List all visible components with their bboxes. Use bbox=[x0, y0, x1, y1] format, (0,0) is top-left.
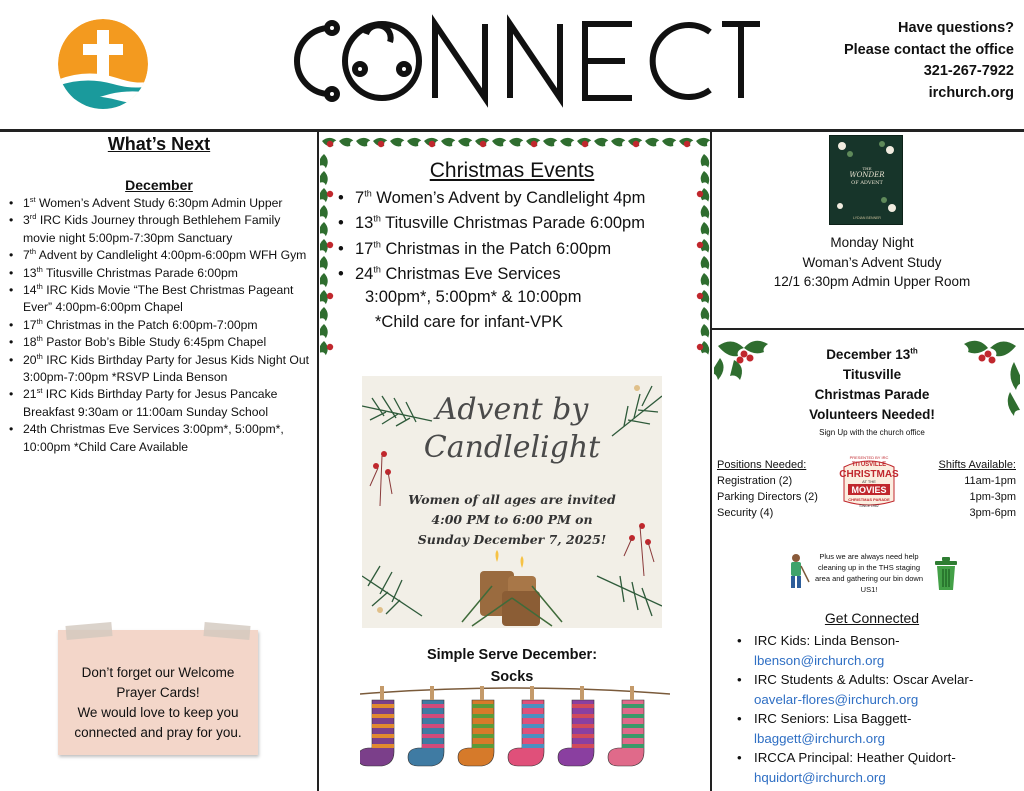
svg-text:SINCE 1962: SINCE 1962 bbox=[859, 504, 879, 508]
list-item: 1pm-3pm bbox=[969, 491, 1016, 503]
socks-clothesline-illustration bbox=[360, 680, 670, 785]
signup-note: Sign Up with the church office bbox=[819, 428, 925, 437]
list-item: • 18th Pastor Bob’s Bible Study 6:45pm Chapel bbox=[8, 334, 316, 351]
email-link[interactable]: lbaggett@irchurch.org bbox=[754, 730, 886, 746]
positions-needed bbox=[717, 457, 818, 521]
list-item: • 17th Christmas in the Patch 6:00pm-7:00pm bbox=[8, 317, 316, 334]
shifts-available bbox=[939, 457, 1016, 521]
list-item: • 1st Women’s Advent Study 6:30pm Admin Upper bbox=[8, 195, 316, 212]
contact-line: Please contact the office bbox=[843, 41, 1014, 58]
service-times: 3:00pm*, 5:00pm* & 10:00pm bbox=[365, 288, 582, 306]
whats-next-column bbox=[0, 132, 318, 791]
email-link[interactable]: lbenson@irchurch.org bbox=[754, 652, 885, 668]
advent-title-line2: Candlelight bbox=[423, 430, 601, 465]
contact-phone: 321-267-7922 bbox=[923, 63, 1014, 79]
december-events-list bbox=[8, 195, 316, 456]
svg-text:CHRISTMAS PARADE: CHRISTMAS PARADE bbox=[848, 497, 890, 502]
book-floral-art bbox=[830, 136, 904, 226]
whats-next-heading: What’s Next bbox=[107, 134, 211, 154]
list-item: Registration (2) bbox=[717, 475, 793, 487]
list-item: • IRCCA Principal: Heather Quidort- hquidort@irchurch.org bbox=[734, 748, 1024, 787]
svg-text:TITUSVILLE: TITUSVILLE bbox=[851, 462, 887, 468]
list-item: • 24th Christmas Eve Services bbox=[338, 262, 698, 287]
right-column bbox=[712, 132, 1024, 791]
get-connected-list bbox=[734, 631, 1024, 787]
svg-text:CHRISTMAS: CHRISTMAS bbox=[839, 469, 899, 480]
advent-study-info: Monday Night Woman’s Advent Study 12/1 6:30pm Admin Upper Room bbox=[773, 235, 971, 289]
office-contact bbox=[844, 18, 1014, 104]
list-item: • 24th Christmas Eve Services 3:00pm*, 5:00pm*, 10:00pm *Child Care Available bbox=[8, 421, 316, 456]
christmas-events-title: Christmas Events bbox=[429, 159, 595, 182]
shifts-title: Shifts Available: bbox=[938, 459, 1016, 471]
wonder-of-advent-book bbox=[829, 135, 903, 225]
list-item: • 13th Titusville Christmas Parade 6:00pm bbox=[338, 211, 698, 236]
church-logo bbox=[57, 18, 149, 110]
email-link[interactable]: hquidort@irchurch.org bbox=[754, 769, 886, 785]
list-item: • IRC Seniors: Lisa Baggett- lbaggett@irchurch.org bbox=[734, 709, 1024, 748]
contact-line: Have questions? bbox=[897, 20, 1014, 36]
section-divider bbox=[712, 328, 1024, 330]
positions-title: Positions Needed: bbox=[717, 459, 807, 471]
list-item: • 7th Women’s Advent by Candlelight 4pm bbox=[338, 186, 698, 211]
prayer-card-note bbox=[58, 630, 258, 755]
contact-website: irchurch.org bbox=[928, 84, 1014, 101]
simple-serve-title: Simple Serve December: Socks bbox=[426, 647, 598, 685]
list-item: • 13th Titusville Christmas Parade 6:00pm bbox=[8, 265, 316, 282]
list-item: • IRC Students & Adults: Oscar Avelar- oavelar-flores@irchurch.org bbox=[734, 670, 1024, 709]
christmas-events-column bbox=[320, 132, 710, 791]
list-item: • 3rd IRC Kids Journey through Bethlehem Family movie night 5:00pm-7:30pm Sanctuary bbox=[8, 212, 316, 247]
svg-text:AT THE: AT THE bbox=[862, 479, 876, 484]
list-item: Security (4) bbox=[717, 507, 774, 519]
book-author: LYDIAN BENNER bbox=[853, 216, 881, 220]
prayer-card-text: Don’t forget our Welcome Prayer Cards! We would love to keep you connected and pray for you. bbox=[74, 665, 242, 740]
book-title-line: OF ADVENT bbox=[851, 180, 883, 186]
advent-by-candlelight-flyer bbox=[362, 376, 662, 628]
list-item: 3pm-6pm bbox=[969, 507, 1016, 519]
list-item: • 7th Advent by Candlelight 4:00pm-6:00pm WFH Gym bbox=[8, 247, 316, 264]
list-item: • 17th Christmas in the Patch 6:00pm bbox=[338, 237, 698, 262]
svg-text:MOVIES: MOVIES bbox=[851, 485, 887, 495]
list-item: • 14th IRC Kids Movie “The Best Christmas Pageant Ever” 4:00pm-6:00pm Chapel bbox=[8, 282, 316, 317]
book-title-line: THE bbox=[862, 166, 872, 171]
volunteer-cleaning-icon bbox=[782, 552, 810, 592]
advent-invitation: Women of all ages are invited 4:00 PM to 6:00 PM on Sunday December 7, 2025! bbox=[408, 492, 616, 547]
christmas-events-list bbox=[338, 186, 698, 287]
childcare-note: *Child care for infant-VPK bbox=[375, 313, 564, 331]
list-item: 11am-1pm bbox=[964, 475, 1016, 487]
cleanup-help-note: Plus we are always need help cleaning up in the THS staging area and gathering our bin down US1! bbox=[815, 552, 923, 594]
book-title-line: WONDER bbox=[849, 171, 885, 179]
list-item: • IRC Kids: Linda Benson- lbenson@irchurch.org bbox=[734, 631, 1024, 670]
christmas-at-the-movies-badge bbox=[836, 453, 902, 513]
svg-text:PRESENTED BY IRC: PRESENTED BY IRC bbox=[849, 455, 889, 460]
list-item: • 20th IRC Kids Birthday Party for Jesus Kids Night Out 3:00pm-7:00pm *RSVP Linda Benson bbox=[8, 352, 316, 387]
advent-title-line1: Advent by bbox=[435, 392, 589, 427]
list-item: Parking Directors (2) bbox=[717, 491, 818, 503]
month-heading: December bbox=[125, 177, 193, 193]
connect-masthead bbox=[270, 6, 760, 116]
trash-can-icon bbox=[933, 557, 959, 591]
email-link[interactable]: oavelar-flores@irchurch.org bbox=[754, 691, 919, 707]
get-connected-heading: Get Connected bbox=[824, 610, 920, 626]
list-item: • 21st IRC Kids Birthday Party for Jesus Pancake Breakfast 9:30am or 11:00am Sunday School bbox=[8, 386, 316, 421]
parade-volunteers-heading: December 13th Titusville Christmas Parade Volunteers Needed! bbox=[809, 346, 935, 422]
